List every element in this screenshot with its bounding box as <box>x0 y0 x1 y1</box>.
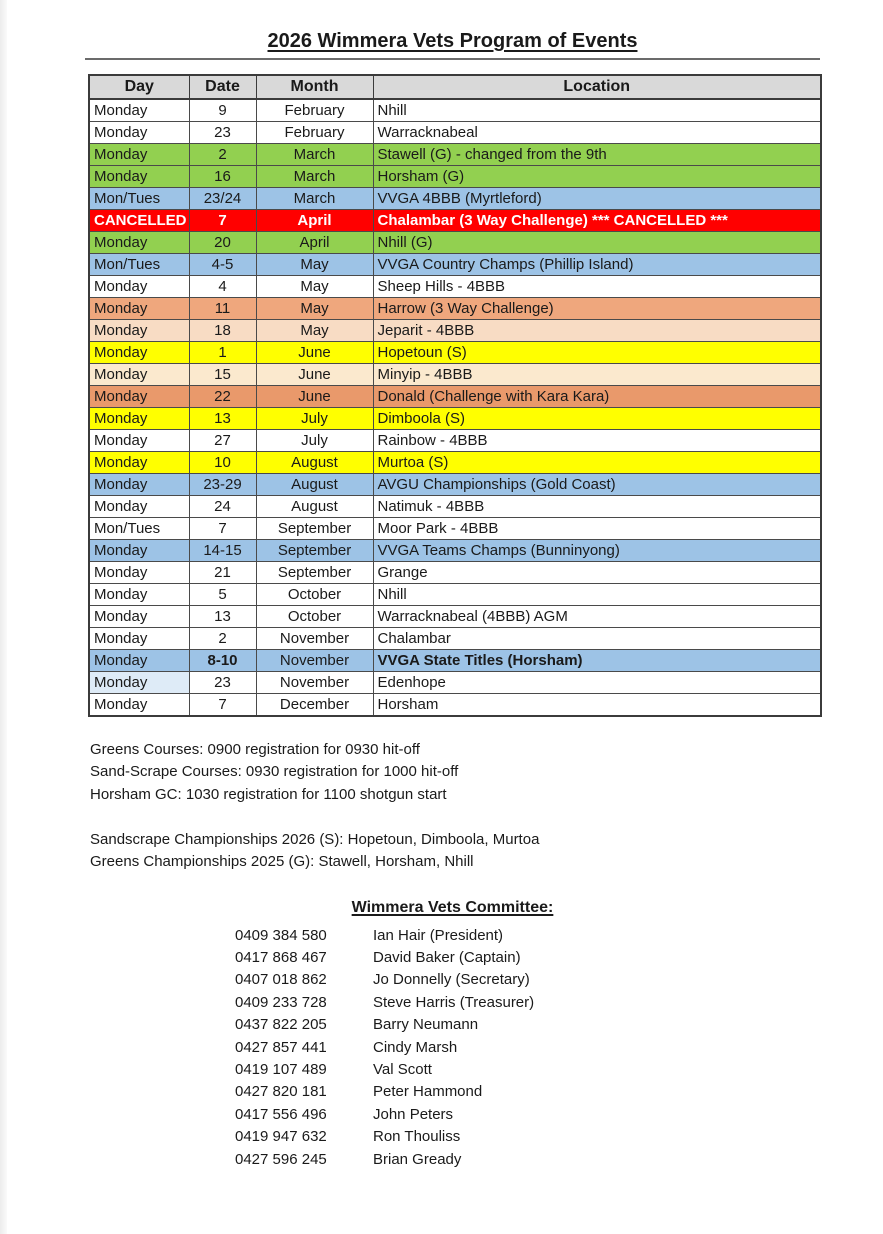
event-row <box>89 584 821 606</box>
cell-location: Horsham <box>373 694 821 717</box>
committee-heading: Wimmera Vets Committee: <box>351 899 554 916</box>
committee-heading-wrap <box>85 899 820 917</box>
cell-day: Monday <box>89 628 189 650</box>
committee-member <box>235 991 534 1013</box>
cell-day: Monday <box>89 496 189 518</box>
cell-month: July <box>256 430 373 452</box>
note-line: Greens Championships 2025 (G): Stawell, Horsham, Nhill <box>90 853 474 871</box>
cell-month: November <box>256 650 373 672</box>
cell-location: Warracknabeal (4BBB) AGM <box>373 606 821 628</box>
cell-location: Dimboola (S) <box>373 408 821 430</box>
cell-day: Monday <box>89 474 189 496</box>
event-row <box>89 540 821 562</box>
member-name: Val Scott <box>373 1061 432 1079</box>
event-row-cancelled <box>89 210 821 232</box>
cell-date: 13 <box>189 408 256 430</box>
cell-day: Monday <box>89 672 189 694</box>
cell-month: May <box>256 298 373 320</box>
cell-day: Monday <box>89 298 189 320</box>
cell-location: Chalambar <box>373 628 821 650</box>
title-divider <box>85 58 820 60</box>
cell-date: 27 <box>189 430 256 452</box>
page-title: 2026 Wimmera Vets Program of Events <box>267 30 638 52</box>
cell-date: 15 <box>189 364 256 386</box>
cell-location: Murtoa (S) <box>373 452 821 474</box>
member-name: David Baker (Captain) <box>373 949 521 967</box>
cell-date: 7 <box>189 518 256 540</box>
cell-date: 4-5 <box>189 254 256 276</box>
cell-month: February <box>256 122 373 144</box>
cell-day: Monday <box>89 122 189 144</box>
cell-day: Monday <box>89 452 189 474</box>
committee-member <box>235 1126 534 1148</box>
event-row <box>89 694 821 717</box>
cell-date: 23 <box>189 672 256 694</box>
event-row <box>89 430 821 452</box>
event-row <box>89 298 821 320</box>
column-header-location: Location <box>373 75 821 99</box>
event-row <box>89 166 821 188</box>
column-header-date: Date <box>189 75 256 99</box>
event-row <box>89 122 821 144</box>
events-table <box>88 74 822 717</box>
committee-member <box>235 946 534 968</box>
registration-notes <box>90 739 458 806</box>
cell-day: Monday <box>89 540 189 562</box>
committee-member <box>235 1036 534 1058</box>
cell-day: Monday <box>89 650 189 672</box>
member-phone: 0417 868 467 <box>235 949 327 967</box>
cell-location: Harrow (3 Way Challenge) <box>373 298 821 320</box>
cell-month: June <box>256 364 373 386</box>
cell-month: October <box>256 584 373 606</box>
cell-month: June <box>256 386 373 408</box>
cell-location: Chalambar (3 Way Challenge) *** CANCELLED *** <box>373 210 821 232</box>
cell-month: November <box>256 628 373 650</box>
member-name: Barry Neumann <box>373 1016 479 1034</box>
cell-day: Mon/Tues <box>89 254 189 276</box>
cell-month: October <box>256 606 373 628</box>
cell-date: 14-15 <box>189 540 256 562</box>
cell-date: 21 <box>189 562 256 584</box>
note-line: Sand-Scrape Courses: 0930 registration for 1000 hit-off <box>90 763 459 781</box>
cell-date: 7 <box>189 210 256 232</box>
cell-date: 13 <box>189 606 256 628</box>
event-row <box>89 518 821 540</box>
cell-month: April <box>256 210 373 232</box>
cell-location: AVGU Championships (Gold Coast) <box>373 474 821 496</box>
cell-day: Monday <box>89 166 189 188</box>
cell-day: Monday <box>89 144 189 166</box>
cell-date: 8-10 <box>189 650 256 672</box>
cell-location: Jeparit - 4BBB <box>373 320 821 342</box>
cell-month: June <box>256 342 373 364</box>
event-row <box>89 606 821 628</box>
event-row <box>89 408 821 430</box>
member-name: Ron Thouliss <box>373 1128 461 1146</box>
cell-date: 16 <box>189 166 256 188</box>
cell-date: 5 <box>189 584 256 606</box>
event-row-state-titles <box>89 650 821 672</box>
cell-month: March <box>256 188 373 210</box>
cell-day: Monday <box>89 99 189 122</box>
cell-date: 2 <box>189 144 256 166</box>
cell-location: Edenhope <box>373 672 821 694</box>
event-row <box>89 628 821 650</box>
column-header-day: Day <box>89 75 189 99</box>
cell-location: Donald (Challenge with Kara Kara) <box>373 386 821 408</box>
member-phone: 0409 384 580 <box>235 926 327 944</box>
cell-day: Mon/Tues <box>89 188 189 210</box>
event-row <box>89 386 821 408</box>
cell-date: 11 <box>189 298 256 320</box>
cell-month: May <box>256 320 373 342</box>
event-row <box>89 276 821 298</box>
committee-member <box>235 1014 534 1036</box>
cell-month: September <box>256 540 373 562</box>
cell-date: 23-29 <box>189 474 256 496</box>
committee-member <box>235 924 534 946</box>
cell-month: April <box>256 232 373 254</box>
cell-location: Nhill <box>373 99 821 122</box>
cell-day: Monday <box>89 584 189 606</box>
event-row <box>89 364 821 386</box>
cell-date: 20 <box>189 232 256 254</box>
cell-month: May <box>256 276 373 298</box>
cell-month: July <box>256 408 373 430</box>
cell-location: VVGA Country Champs (Phillip Island) <box>373 254 821 276</box>
cell-location: Horsham (G) <box>373 166 821 188</box>
event-row <box>89 232 821 254</box>
cell-location: VVGA 4BBB (Myrtleford) <box>373 188 821 210</box>
cell-location: Moor Park - 4BBB <box>373 518 821 540</box>
cell-location: Natimuk - 4BBB <box>373 496 821 518</box>
cell-location: Nhill (G) <box>373 232 821 254</box>
member-name: Peter Hammond <box>373 1083 483 1101</box>
committee-member <box>235 1081 534 1103</box>
committee-member <box>235 969 534 991</box>
member-phone: 0427 596 245 <box>235 1150 327 1168</box>
page-edge-shadow <box>0 0 7 1234</box>
member-name: Steve Harris (Treasurer) <box>373 993 535 1011</box>
cell-day: Monday <box>89 386 189 408</box>
member-name: Jo Donnelly (Secretary) <box>373 971 530 989</box>
cell-month: March <box>256 144 373 166</box>
cell-month: August <box>256 496 373 518</box>
cell-date: 18 <box>189 320 256 342</box>
cell-day: Monday <box>89 562 189 584</box>
cell-day: CANCELLED <box>89 210 189 232</box>
cell-month: December <box>256 694 373 717</box>
header-row <box>89 75 821 99</box>
event-row <box>89 342 821 364</box>
committee-member <box>235 1103 534 1125</box>
note-line: Greens Courses: 0900 registration for 0930 hit-off <box>90 741 420 758</box>
cell-day: Monday <box>89 232 189 254</box>
cell-location: Sheep Hills - 4BBB <box>373 276 821 298</box>
cell-date: 23/24 <box>189 188 256 210</box>
cell-day: Mon/Tues <box>89 518 189 540</box>
cell-location: VVGA Teams Champs (Bunninyong) <box>373 540 821 562</box>
event-row <box>89 452 821 474</box>
cell-date: 22 <box>189 386 256 408</box>
title-wrap <box>85 30 820 53</box>
note-line: Sandscrape Championships 2026 (S): Hopetoun, Dimboola, Murtoa <box>90 831 540 848</box>
cell-day: Monday <box>89 408 189 430</box>
cell-date: 10 <box>189 452 256 474</box>
event-row <box>89 496 821 518</box>
cell-month: September <box>256 562 373 584</box>
cell-day: Monday <box>89 694 189 717</box>
member-name: Ian Hair (President) <box>373 926 504 944</box>
committee-member <box>235 1058 534 1080</box>
cell-date: 9 <box>189 99 256 122</box>
cell-location: Nhill <box>373 584 821 606</box>
cell-date: 1 <box>189 342 256 364</box>
cell-day: Monday <box>89 430 189 452</box>
member-phone: 0407 018 862 <box>235 971 327 989</box>
cell-day: Monday <box>89 342 189 364</box>
event-row <box>89 188 821 210</box>
cell-location: Warracknabeal <box>373 122 821 144</box>
member-phone: 0419 107 489 <box>235 1061 327 1079</box>
cell-location: VVGA State Titles (Horsham) <box>373 650 821 672</box>
event-row <box>89 144 821 166</box>
column-header-month: Month <box>256 75 373 99</box>
committee-member <box>235 1148 534 1170</box>
cell-date: 24 <box>189 496 256 518</box>
cell-month: August <box>256 474 373 496</box>
cell-month: September <box>256 518 373 540</box>
member-name: John Peters <box>373 1105 454 1123</box>
member-phone: 0419 947 632 <box>235 1128 327 1146</box>
cell-day: Monday <box>89 320 189 342</box>
cell-month: May <box>256 254 373 276</box>
event-row <box>89 320 821 342</box>
cell-location: Stawell (G) - changed from the 9th <box>373 144 821 166</box>
cell-month: August <box>256 452 373 474</box>
cell-month: November <box>256 672 373 694</box>
note-line: Horsham GC: 1030 registration for 1100 shotgun start <box>90 785 447 803</box>
event-row <box>89 254 821 276</box>
event-row <box>89 474 821 496</box>
cell-location: Rainbow - 4BBB <box>373 430 821 452</box>
cell-location: Grange <box>373 562 821 584</box>
cell-date: 7 <box>189 694 256 717</box>
committee-list <box>235 924 534 1170</box>
cell-date: 23 <box>189 122 256 144</box>
event-row <box>89 562 821 584</box>
member-phone: 0427 857 441 <box>235 1038 327 1056</box>
cell-date: 4 <box>189 276 256 298</box>
cell-month: February <box>256 99 373 122</box>
member-phone: 0427 820 181 <box>235 1083 327 1101</box>
member-name: Cindy Marsh <box>373 1038 458 1056</box>
event-row <box>89 99 821 122</box>
cell-location: Minyip - 4BBB <box>373 364 821 386</box>
event-row <box>89 672 821 694</box>
member-phone: 0437 822 205 <box>235 1016 327 1034</box>
cell-location: Hopetoun (S) <box>373 342 821 364</box>
cell-day: Monday <box>89 606 189 628</box>
member-phone: 0409 233 728 <box>235 993 327 1011</box>
member-name: Brian Gready <box>373 1150 462 1168</box>
cell-day: Monday <box>89 364 189 386</box>
cell-month: March <box>256 166 373 188</box>
cell-day: Monday <box>89 276 189 298</box>
member-phone: 0417 556 496 <box>235 1105 327 1123</box>
championship-notes <box>90 829 539 874</box>
cell-date: 2 <box>189 628 256 650</box>
